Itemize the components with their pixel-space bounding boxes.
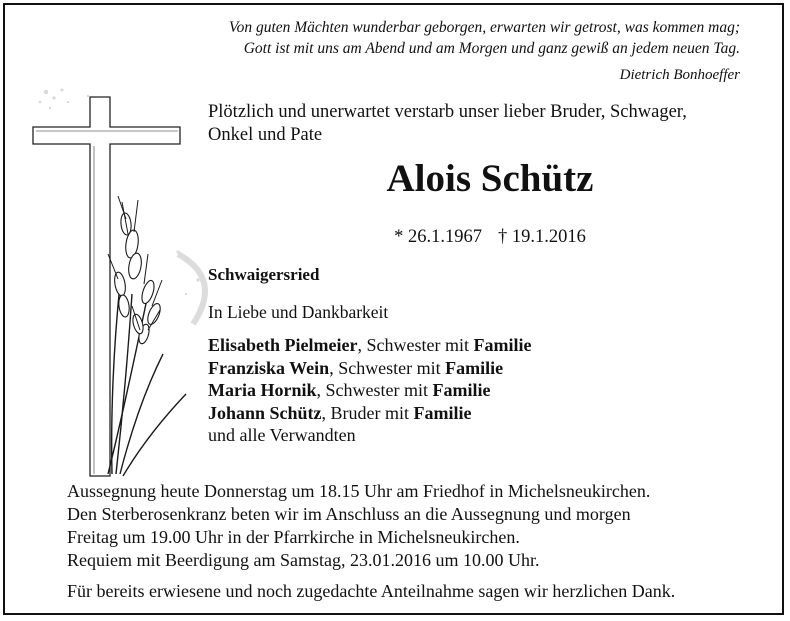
- mourner-name: Maria Hornik: [208, 380, 317, 400]
- notice-line-3: Freitag um 19.00 Uhr in der Pfarrkirche in Michelsneukirchen.: [67, 527, 520, 547]
- thanks-line: Für bereits erwiesene und noch zugedachte Anteilnahme sagen wir herzlichen Dank.: [67, 581, 676, 601]
- mourner-relation: , Bruder mit: [321, 402, 414, 423]
- birth-date: * 26.1.1967: [394, 227, 482, 247]
- mourner-family: Familie: [473, 335, 532, 355]
- intro-line-2: Onkel und Pate: [208, 125, 323, 145]
- halo-arc: [178, 254, 205, 324]
- mourner-relation: , Schwester mit: [316, 380, 433, 400]
- mourner-name: Johann Schütz: [208, 402, 322, 423]
- mourners-list: [208, 334, 531, 447]
- mourner-family: Familie: [413, 402, 472, 423]
- mourner-relation: , Schwester mit: [329, 357, 446, 378]
- mourner-name: Elisabeth Pielmeier: [208, 335, 358, 355]
- cross-shape: [33, 97, 180, 476]
- notice-line-1: Aussegnung heute Donnerstag um 18.15 Uhr am Friedhof in Michelsneukirchen.: [67, 481, 651, 501]
- mourner-family: Familie: [445, 357, 504, 378]
- life-dates: [190, 225, 790, 249]
- mourner-row: [208, 379, 531, 402]
- mourner-row: [208, 402, 531, 425]
- notice-line-2: Den Sterberosenkranz beten wir im Anschluss an die Aussegnung und morgen: [67, 504, 631, 524]
- wheat-stalks: [108, 284, 186, 476]
- mourner-relation: , Schwester mit: [357, 335, 474, 355]
- cross-with-wheat-icon: [28, 84, 233, 484]
- deceased-name: Alois Schütz: [386, 157, 594, 200]
- relatives-line: und alle Verwandten: [208, 425, 356, 445]
- quote-line-2: Gott ist mit uns am Abend und am Morgen und ganz gewiß an jedem neuen Tag.: [243, 40, 740, 57]
- intro-text: [208, 101, 768, 147]
- death-date: † 19.1.2016: [498, 227, 586, 247]
- mourner-family: Familie: [432, 380, 491, 400]
- quote-line-1: Von guten Mächten wunderbar geborgen, erwarten wir getrost, was kommen mag;: [228, 19, 740, 36]
- mourner-name: Franziska Wein: [208, 357, 330, 378]
- in-love-line: In Liebe und Dankbarkeit: [208, 302, 389, 322]
- quote-author: Dietrich Bonhoeffer: [619, 67, 740, 83]
- funeral-notice: [67, 480, 767, 572]
- mourner-row: [208, 334, 531, 357]
- place-name: Schwaigersried: [208, 265, 320, 284]
- notice-line-4: Requiem mit Beerdigung am Samstag, 23.01.2016 um 10.00 Uhr.: [67, 550, 540, 570]
- bonhoeffer-quote: [100, 17, 740, 86]
- mourner-row: [208, 357, 531, 380]
- intro-line-1: Plötzlich und unerwartet verstarb unser lieber Bruder, Schwager,: [208, 102, 687, 122]
